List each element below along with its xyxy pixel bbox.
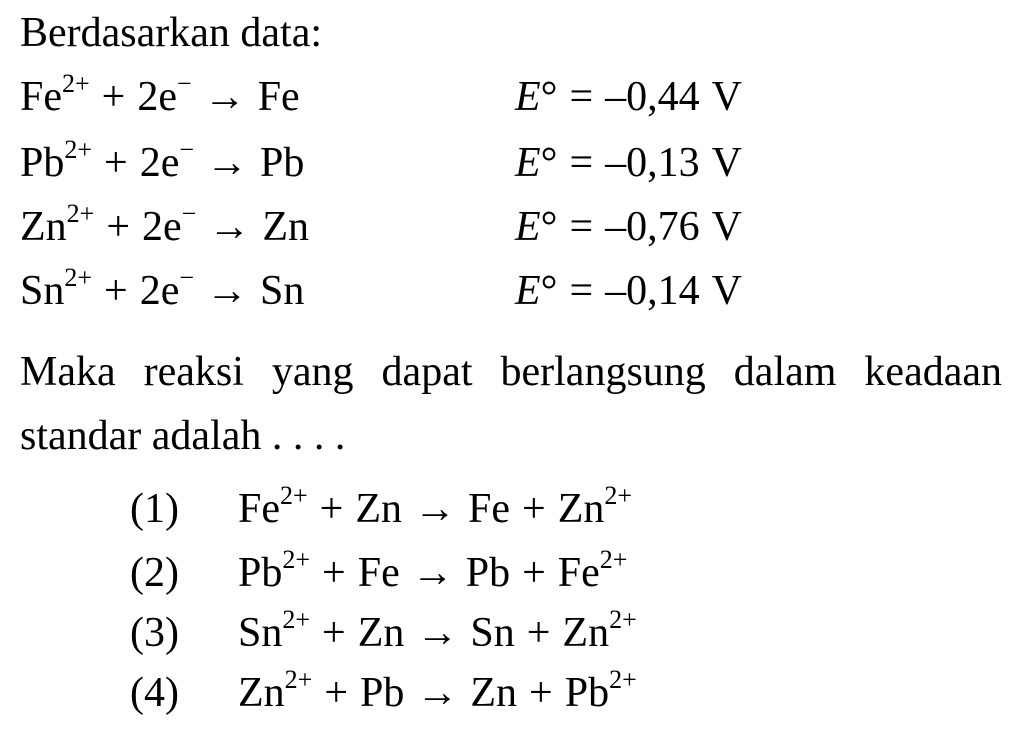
ion-symbol: Pb (20, 140, 65, 186)
e-symbol: E (515, 140, 541, 186)
reactant-1: Pb (238, 550, 283, 596)
electron-charge: − (179, 135, 195, 164)
e-value: –0,44 (605, 74, 700, 120)
degree-sign: ° (540, 204, 558, 250)
arrow: → (206, 140, 249, 186)
equals-sign: = (569, 268, 594, 314)
option-equation (238, 481, 633, 532)
plus-sign: + (104, 140, 128, 186)
ion-symbol: Zn (20, 204, 67, 250)
plus-sign: + (526, 610, 551, 656)
product-2: Pb (564, 670, 610, 716)
degree-sign: ° (540, 268, 558, 314)
half-reaction (20, 69, 300, 120)
degree-sign: ° (540, 74, 558, 120)
electrons: 2e (139, 268, 180, 314)
half-reaction (20, 199, 309, 250)
product-symbol: Sn (260, 268, 305, 314)
e-value: –0,76 (605, 204, 700, 250)
equals-sign: = (569, 204, 594, 250)
plus-sign: + (322, 610, 346, 656)
arrow: → (206, 268, 249, 314)
half-reaction (20, 135, 305, 186)
e-symbol: E (515, 74, 541, 120)
product-2: Fe (557, 550, 600, 596)
option-1[interactable] (130, 481, 990, 538)
ion-charge: 2+ (64, 135, 93, 164)
data-row-fe (20, 69, 1000, 126)
product-1: Zn (470, 670, 518, 716)
reactant-1-charge: 2+ (282, 545, 311, 574)
electron-charge: − (181, 199, 197, 228)
plus-sign: + (106, 204, 131, 250)
standard-potential (515, 142, 742, 184)
standard-potential (515, 270, 742, 312)
unit: V (711, 268, 742, 314)
product-2: Zn (562, 610, 610, 656)
reactant-1-charge: 2+ (284, 665, 313, 694)
plus-sign: + (324, 670, 349, 716)
degree-sign: ° (540, 140, 558, 186)
arrow: → (416, 670, 459, 716)
arrow: → (203, 74, 246, 120)
product-2-charge: 2+ (609, 665, 637, 694)
unit: V (711, 140, 742, 186)
option-number: (4) (130, 670, 179, 716)
data-row-sn (20, 263, 1000, 320)
e-value: –0,13 (605, 140, 700, 186)
plus-sign: + (522, 486, 546, 532)
unit: V (711, 204, 742, 250)
plus-sign: + (322, 550, 346, 596)
ion-charge: 2+ (64, 263, 93, 292)
reactant-1-charge: 2+ (282, 605, 311, 634)
arrow: → (414, 486, 457, 532)
product-1: Pb (465, 550, 511, 596)
product-1: Fe (468, 486, 511, 532)
reactant-2: Pb (360, 670, 405, 716)
e-symbol: E (515, 268, 541, 314)
option-3[interactable] (130, 605, 990, 662)
ion-symbol: Fe (20, 74, 62, 120)
product-1: Sn (470, 610, 515, 656)
question-text: Maka reaksi yang dapat berlangsung dalam keadaan standar adalah . . . . (20, 349, 1002, 459)
arrow: → (411, 550, 454, 596)
reactant-2: Fe (357, 550, 400, 596)
standard-potential (515, 76, 742, 118)
standard-potential (515, 206, 742, 248)
option-number: (1) (130, 486, 179, 532)
data-row-pb (20, 135, 1000, 192)
ion-symbol: Sn (20, 268, 65, 314)
electrons: 2e (139, 140, 180, 186)
unit: V (711, 74, 742, 120)
electrons: 2e (142, 204, 182, 250)
reactant-1-charge: 2+ (280, 481, 308, 510)
plus-sign: + (104, 268, 128, 314)
e-value: –0,14 (605, 268, 700, 314)
reactant-1: Sn (238, 610, 283, 656)
option-number: (2) (130, 550, 179, 596)
option-4[interactable] (130, 665, 990, 722)
arrow: → (416, 610, 459, 656)
option-equation (238, 605, 637, 656)
equals-sign: = (569, 74, 594, 120)
equals-sign: = (569, 140, 594, 186)
option-equation (238, 545, 628, 596)
data-row-zn (20, 199, 1000, 256)
plus-sign: + (529, 670, 553, 716)
option-number: (3) (130, 610, 179, 656)
reactant-1: Fe (238, 486, 280, 532)
reactant-2: Zn (357, 610, 405, 656)
reactant-1: Zn (238, 670, 285, 716)
product-symbol: Fe (257, 74, 300, 120)
product-2-charge: 2+ (604, 481, 633, 510)
electron-charge: − (177, 69, 192, 98)
electrons: 2e (137, 74, 178, 120)
option-2[interactable] (130, 545, 990, 602)
product-2-charge: 2+ (609, 605, 637, 634)
plus-sign: + (319, 486, 344, 532)
product-symbol: Zn (262, 204, 309, 250)
e-symbol: E (515, 204, 541, 250)
plus-sign: + (522, 550, 546, 596)
product-symbol: Pb (260, 140, 305, 186)
arrow: → (208, 204, 251, 250)
ion-charge: 2+ (66, 199, 95, 228)
ion-charge: 2+ (62, 69, 90, 98)
intro-text: Berdasarkan data: (20, 10, 323, 56)
reactant-2: Zn (355, 486, 403, 532)
half-reaction (20, 263, 305, 314)
electron-charge: − (179, 263, 195, 292)
product-2: Zn (557, 486, 605, 532)
plus-sign: + (101, 74, 126, 120)
option-equation (238, 665, 637, 716)
product-2-charge: 2+ (599, 545, 628, 574)
